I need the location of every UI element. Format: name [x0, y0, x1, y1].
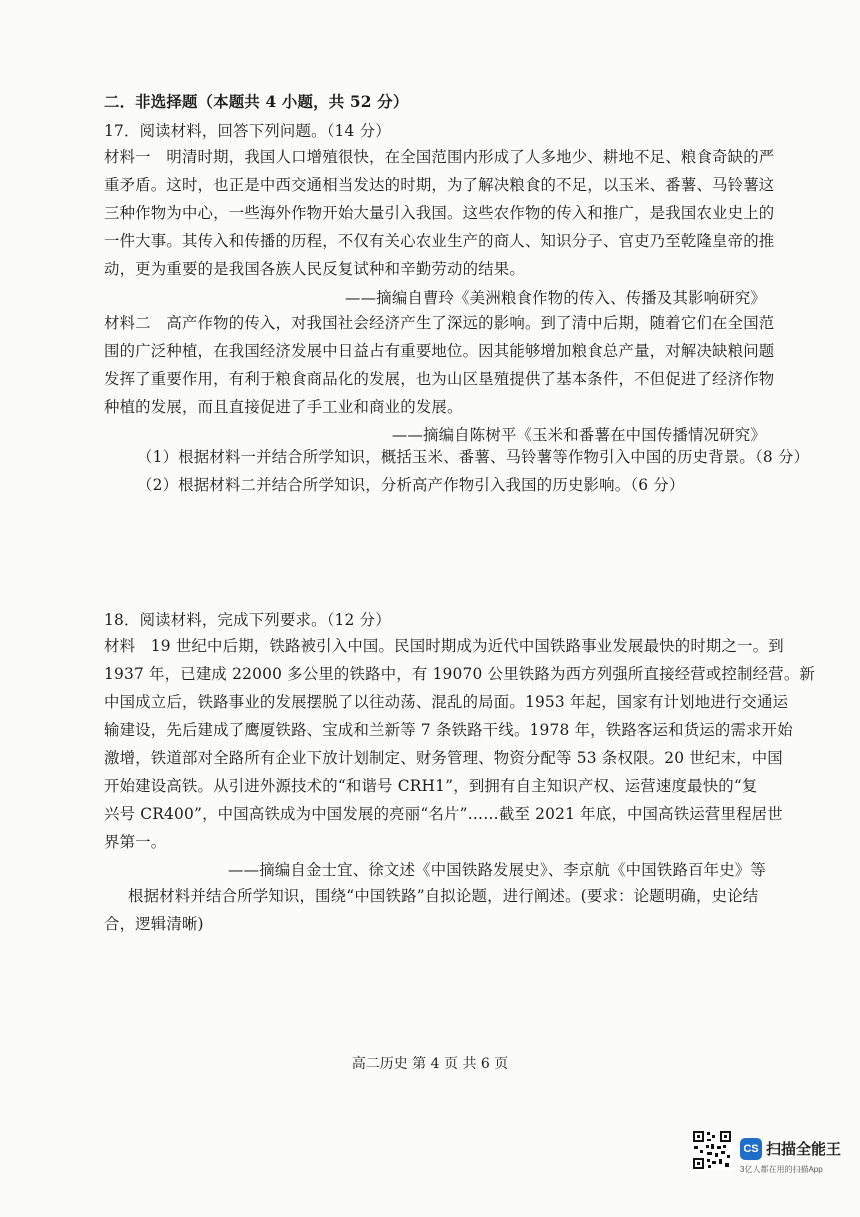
scanner-watermark	[692, 1130, 852, 1202]
section-heading: 二．非选择题（本题共 4 小题，共 52 分）	[104, 93, 409, 111]
qr-code-icon	[692, 1130, 732, 1170]
watermark-brand: 扫描全能王	[766, 1141, 842, 1158]
question-17-stem: 17．阅读材料，回答下列问题。（14 分）	[104, 122, 391, 140]
q18-material-line: 中国成立后，铁路事业的发展摆脱了以往动荡、混乱的局面。1953 年起，国家有计划地进行交通运	[104, 693, 789, 711]
q17-material2-line: 围的广泛种植，在我国经济发展中日益占有重要地位。因其能够增加粮食总产量，对解决缺粮问题	[104, 342, 775, 360]
q18-material-line: 输建设，先后建成了鹰厦铁路、宝成和兰新等 7 条铁路干线。1978 年，铁路客运和货运的需求开始	[104, 721, 793, 739]
q18-task-line: 合，逻辑清晰)	[104, 915, 204, 933]
q18-material-line: 材料 19 世纪中后期，铁路被引入中国。民国时期成为近代中国铁路事业发展最快的时期之一。到	[104, 637, 784, 655]
q18-material-line: 兴号 CR400”，中国高铁成为中国发展的亮丽“名片”……截至 2021 年底，中国高铁运营里程居世	[104, 805, 783, 823]
page-footer: 高二历史 第 4 页 共 6 页	[351, 1056, 509, 1072]
q17-material1-line: 三种作物为中心，一些海外作物开始大量引入我国。这些农作物的传入和推广，是我国农业史上的	[104, 204, 775, 222]
q17-material1-line: 重矛盾。这时，也正是中西交通相当发达的时期，为了解决粮食的不足，以玉米、番薯、马铃薯这	[104, 176, 775, 194]
q17-subquestion-1: （1）根据材料一并结合所学知识，概括玉米、番薯、马铃薯等作物引入中国的历史背景。（8 分）	[137, 448, 810, 466]
q17-material1-line: 动，更为重要的是我国各族人民反复试种和辛勤劳动的结果。	[104, 260, 525, 278]
q18-material-source: ——摘编自金士宜、徐文述《中国铁路发展史》、李京航《中国铁路百年史》等	[228, 861, 766, 879]
q17-material2-source: ——摘编自陈树平《玉米和番薯在中国传播情况研究》	[391, 426, 766, 444]
q17-material1-line: 材料一 明清时期，我国人口增殖很快，在全国范围内形成了人多地少、耕地不足、粮食奇缺的严	[104, 148, 775, 166]
q17-material2-line: 材料二 高产作物的传入，对我国社会经济产生了深远的影响。到了清中后期，随着它们在全国范	[104, 314, 775, 332]
q18-material-line: 开始建设高铁。从引进外源技术的“和谐号 CRH1”，到拥有自主知识产权、运营速度最快的“复	[104, 777, 758, 795]
q18-task-line: 根据材料并结合所学知识，围绕“中国铁路”自拟论题，进行阐述。(要求：论题明确，史论结	[128, 887, 759, 905]
q17-material2-line: 种植的发展，而且直接促进了手工业和商业的发展。	[104, 398, 463, 416]
q18-material-line: 激增，铁道部对全路所有企业下放计划制定、财务管理、物资分配等 53 条权限。20 世纪末，中国	[104, 749, 783, 767]
q17-material1-line: 一件大事。其传入和传播的历程，不仅有关心农业生产的商人、知识分子、官吏乃至乾隆皇帝的推	[104, 232, 775, 250]
camscanner-logo: CS	[740, 1138, 762, 1160]
q17-material1-source: ——摘编自曹玲《美洲粮食作物的传入、传播及其影响研究》	[345, 289, 766, 307]
q17-subquestion-2: （2）根据材料二并结合所学知识，分析高产作物引入我国的历史影响。（6 分）	[137, 476, 685, 494]
q17-material2-line: 发挥了重要作用，有利于粮食商品化的发展，也为山区垦殖提供了基本条件，不但促进了经济作物	[104, 370, 775, 388]
q18-material-line: 界第一。	[104, 833, 167, 851]
q18-material-line: 1937 年，已建成 22000 多公里的铁路中，有 19070 公里铁路为西方列强所直接经营或控制经营。新	[104, 665, 816, 683]
watermark-tagline: 3亿人都在用的扫描App	[740, 1165, 823, 1174]
question-18-stem: 18．阅读材料，完成下列要求。（12 分）	[104, 611, 391, 629]
